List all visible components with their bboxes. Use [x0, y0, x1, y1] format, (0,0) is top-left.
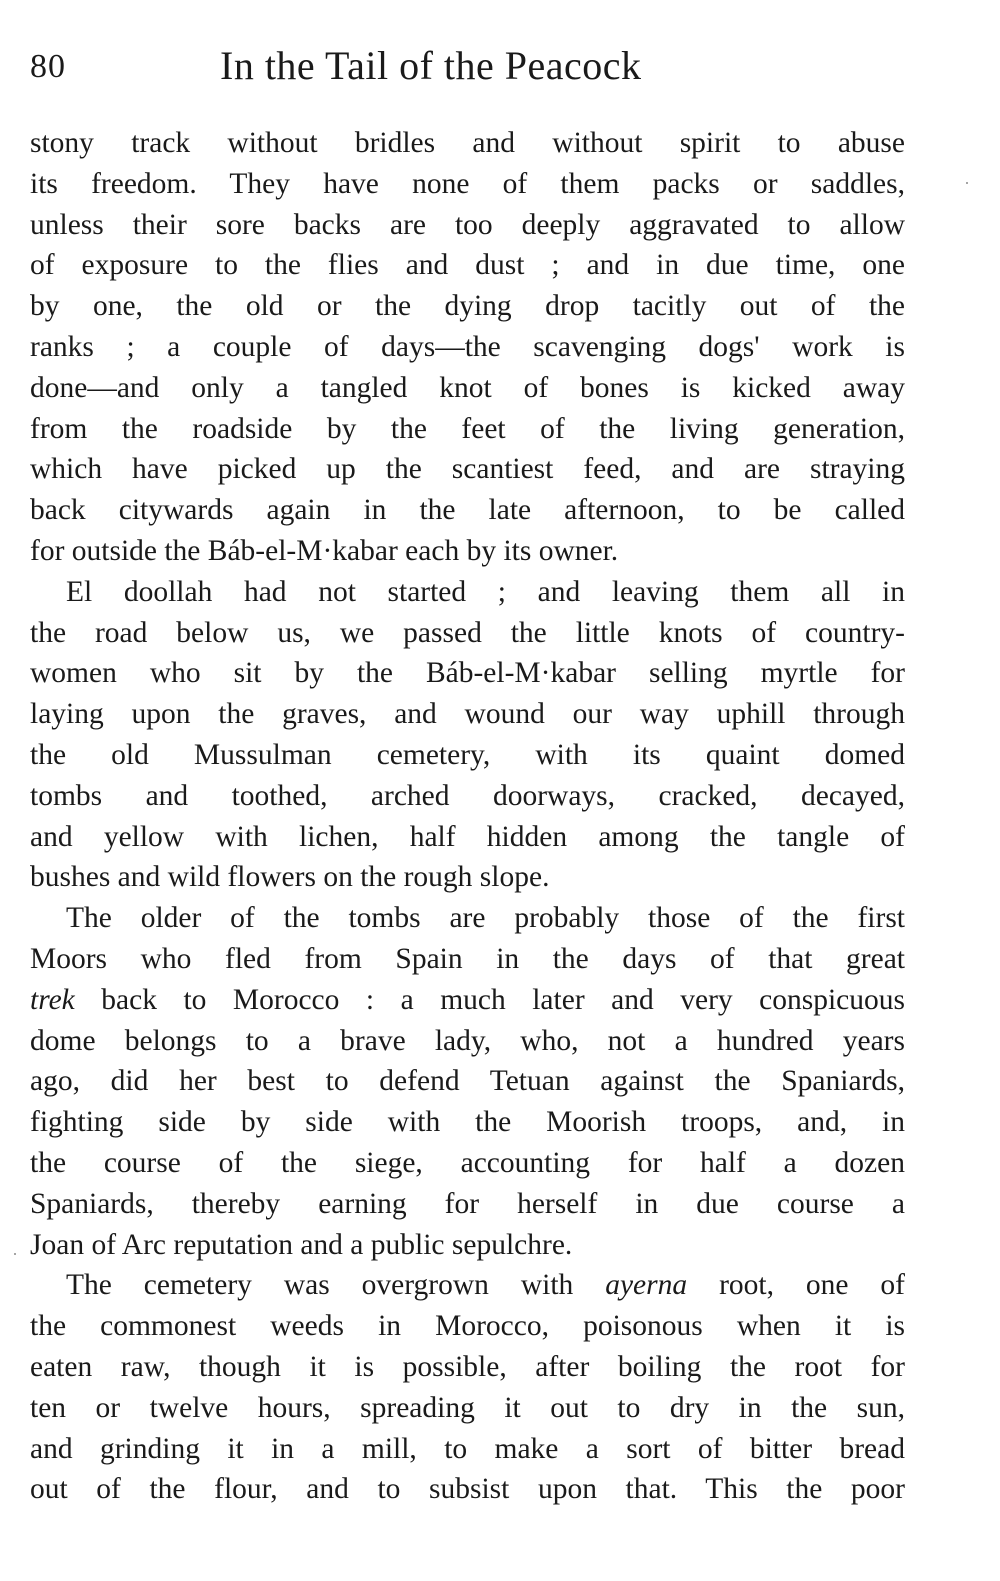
text-run: the commonest weeds in Morocco, poisonous when it is — [30, 1310, 905, 1343]
text-line — [30, 123, 905, 164]
text-line — [30, 939, 905, 980]
running-title: In the Tail of the Peacock — [220, 43, 642, 88]
text-line — [30, 653, 905, 694]
body-text — [30, 123, 905, 1510]
page-header — [30, 42, 910, 102]
text-line — [30, 1388, 905, 1429]
text-line — [30, 1347, 905, 1388]
text-line — [30, 1021, 905, 1062]
text-line — [30, 1143, 905, 1184]
text-line — [30, 245, 905, 286]
text-line — [30, 817, 905, 858]
text-run: and grinding it in a mill, to make a sort of bitter bread — [30, 1432, 905, 1465]
text-line — [30, 205, 905, 246]
italic-word: ayerna — [605, 1269, 688, 1302]
text-run: fighting side by side with the Moorish troops, and, in — [30, 1106, 905, 1139]
scan-speck — [966, 182, 968, 184]
text-run: the old Mussulman cemetery, with its quaint domed — [30, 738, 905, 771]
text-line — [30, 1306, 905, 1347]
scan-speck — [14, 1253, 16, 1255]
italic-word: trek — [30, 983, 75, 1016]
text-run: the road below us, we passed the little knots of country- — [30, 616, 905, 649]
text-run: of exposure to the flies and dust ; and in due time, one — [30, 249, 905, 282]
text-line — [30, 1469, 905, 1510]
text-line — [30, 409, 905, 450]
text-run: back citywards again in the late afternoon, to be called — [30, 494, 905, 527]
text-run: The cemetery was overgrown with — [66, 1269, 606, 1302]
text-line — [30, 572, 905, 613]
text-line — [30, 531, 905, 572]
text-run: ten or twelve hours, spreading it out to dry in the sun, — [30, 1391, 905, 1424]
text-run: laying upon the graves, and wound our way uphill through — [30, 698, 905, 731]
text-run: from the roadside by the feet of the living generation, — [30, 412, 905, 445]
text-line — [30, 327, 905, 368]
text-run: by one, the old or the dying drop tacitly out of the — [30, 290, 905, 323]
text-run: done—and only a tangled knot of bones is kicked away — [30, 371, 905, 404]
text-run: root, one of — [687, 1269, 906, 1302]
text-run: ranks ; a couple of days—the scavenging dogs' work is — [30, 330, 905, 363]
text-line — [30, 449, 905, 490]
text-line — [30, 164, 905, 205]
text-run: the course of the siege, accounting for half a dozen — [30, 1146, 905, 1179]
text-run: ago, did her best to defend Tetuan against the Spaniards, — [30, 1065, 905, 1098]
text-run: which have picked up the scantiest feed, and are straying — [30, 453, 905, 486]
text-run: out of the flour, and to subsist upon that. This the poor — [30, 1473, 905, 1506]
text-run: and yellow with lichen, half hidden among the tangle of — [30, 820, 905, 853]
text-line — [30, 1265, 905, 1306]
text-run: El doollah had not started ; and leaving them all in — [66, 575, 905, 608]
text-run: bushes and wild flowers on the rough slope. — [30, 861, 550, 894]
text-run: stony track without bridles and without spirit to abuse — [30, 127, 905, 159]
text-line — [30, 694, 905, 735]
text-line — [30, 1184, 905, 1225]
text-line — [30, 368, 905, 409]
text-run: dome belongs to a brave lady, who, not a hundred years — [30, 1024, 905, 1057]
text-run: Joan of Arc reputation and a public sepulchre. — [30, 1228, 573, 1261]
text-line — [30, 735, 905, 776]
text-line — [30, 1429, 905, 1470]
text-run: Spaniards, thereby earning for herself in due course a — [30, 1187, 905, 1220]
page-number: 80 — [30, 48, 66, 85]
text-run: Moors who fled from Spain in the days of that great — [30, 942, 905, 975]
text-run: for outside the Báb-el-M·kabar each by its owner. — [30, 534, 619, 567]
text-run: its freedom. They have none of them packs or saddles, — [30, 167, 905, 200]
text-run: back to Morocco : a much later and very conspicuous — [74, 983, 905, 1016]
text-line — [30, 490, 905, 531]
text-line — [30, 898, 905, 939]
text-run: eaten raw, though it is possible, after boiling the root for — [30, 1350, 905, 1383]
text-run: The older of the tombs are probably those of the first — [66, 902, 905, 935]
text-line — [30, 613, 905, 654]
text-run: women who sit by the Báb-el-M·kabar selling myrtle for — [30, 657, 905, 690]
text-line — [30, 286, 905, 327]
text-line — [30, 1061, 905, 1102]
text-line — [30, 776, 905, 817]
text-line — [30, 1225, 905, 1266]
text-line — [30, 980, 905, 1021]
text-run: unless their sore backs are too deeply aggravated to allow — [30, 208, 905, 241]
text-line — [30, 1102, 905, 1143]
text-run: tombs and toothed, arched doorways, cracked, decayed, — [30, 779, 905, 812]
text-line — [30, 857, 905, 898]
